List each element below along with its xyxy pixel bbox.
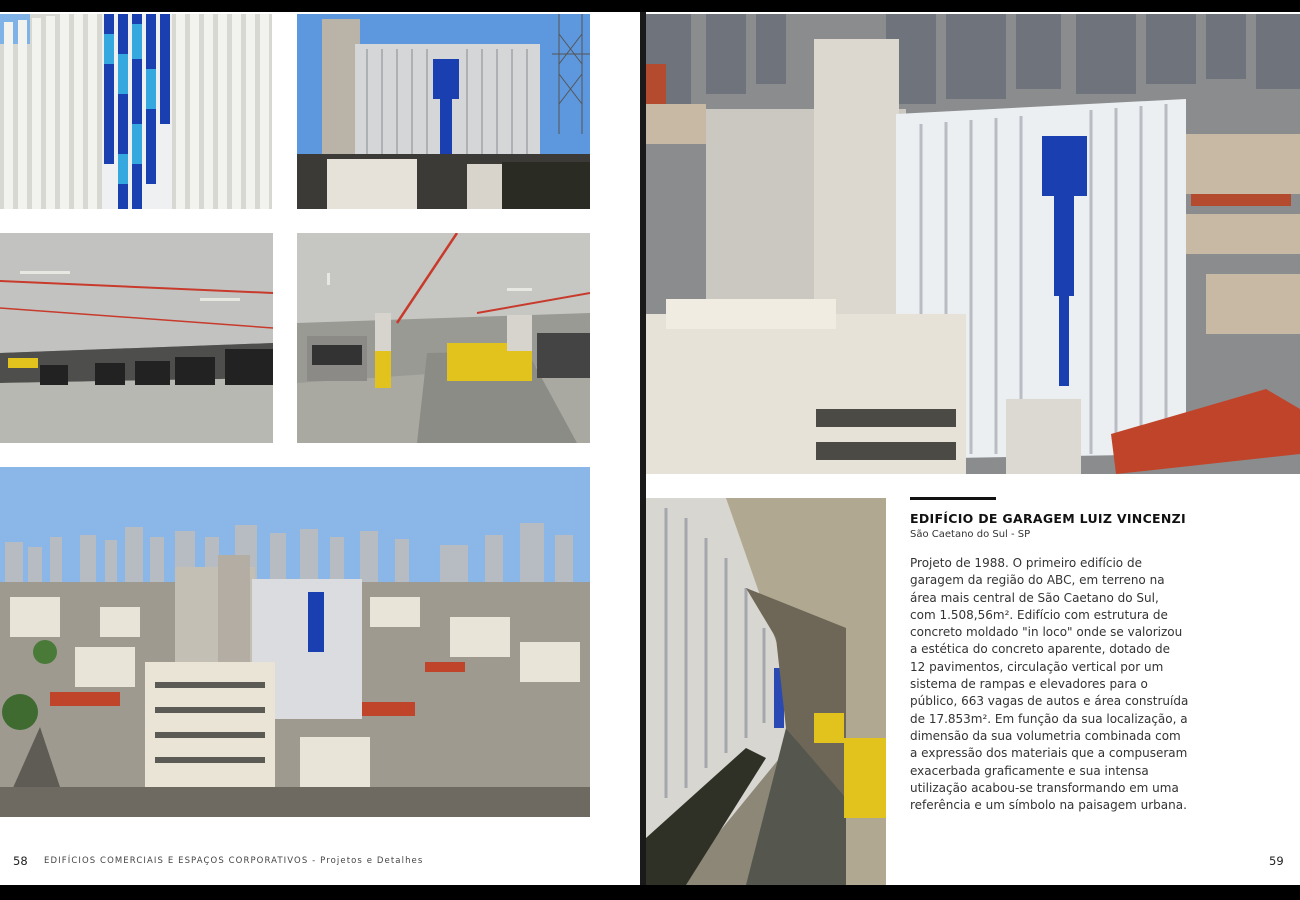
body-line: de 17.853m². Em função da sua localização, a [910,711,1188,726]
building-aerial-photo [646,14,1300,474]
page-number-right: 59 [1269,854,1284,868]
body-line: 12 pavimentos, circulação vertical por um [910,659,1164,674]
parking-ramp-photo [297,233,590,443]
body-line: área mais central de São Caetano do Sul, [910,590,1159,605]
article-body [910,555,1189,814]
building-exterior-photo [297,14,590,209]
body-line: a expressão dos materiais que a compuseram [910,746,1188,761]
spread-gutter [640,12,646,885]
body-line: sistema de rampas e elevadores para o [910,677,1148,692]
body-line: dimensão da sua volumetria combinada com [910,728,1181,743]
article-location: São Caetano do Sul - SP [910,529,1031,540]
body-line: concreto moldado "in loco" onde se valorizou [910,625,1183,640]
parking-interior-photo [0,233,273,443]
title-rule [910,497,996,500]
page-number-left: 58 [13,854,28,868]
city-skyline-photo [0,467,590,817]
magazine-spread [0,12,1300,885]
body-line: exacerbada graficamente e sua intensa [910,763,1149,778]
body-line: público, 663 vagas de autos e área construída [910,694,1189,709]
running-footer: EDIFÍCIOS COMERCIAIS E ESPAÇOS CORPORATIVOS - Projetos e Detalhes [44,856,424,866]
body-line: utilização acabou-se transformando em uma [910,780,1179,795]
facade-closeup-photo [0,14,272,209]
body-line: garagem da região do ABC, em terreno na [910,573,1165,588]
body-line: com 1.508,56m². Edifício com estrutura de [910,607,1168,622]
body-line: a estética do concreto aparente, dotado de [910,642,1171,657]
article-title: EDIFÍCIO DE GARAGEM LUIZ VINCENZI [910,511,1186,526]
ramp-corridor-photo [646,498,886,885]
body-line: referência e um símbolo na paisagem urbana. [910,798,1187,813]
body-line: Projeto de 1988. O primeiro edifício de [910,556,1142,570]
